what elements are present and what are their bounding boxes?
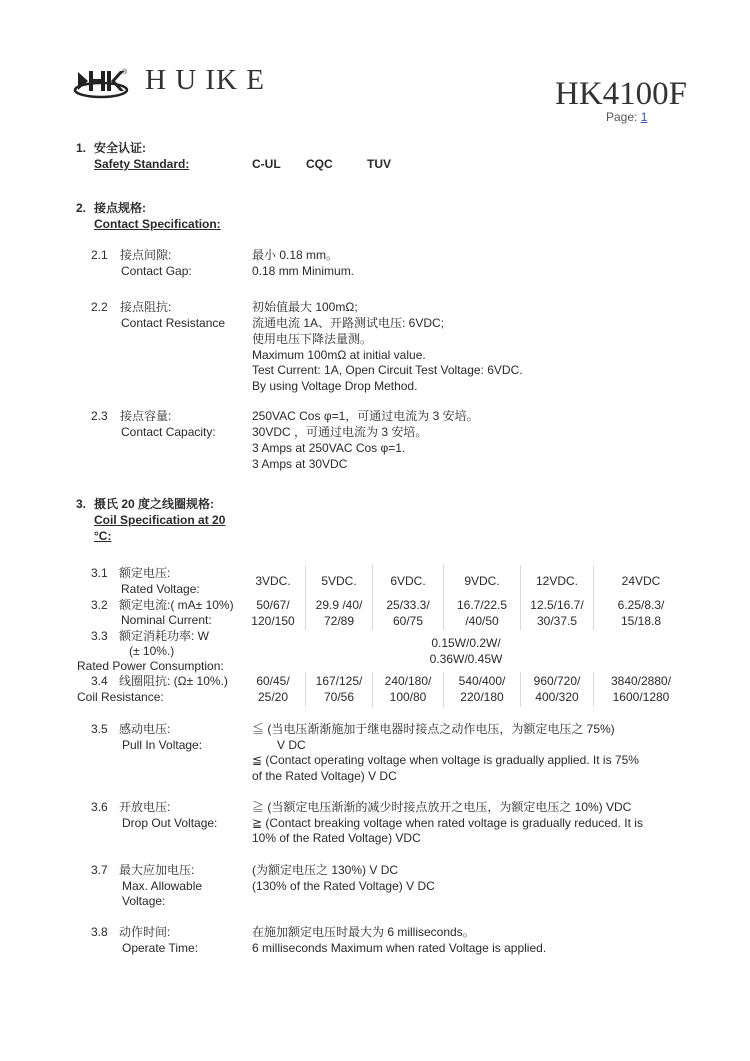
cell-line: 25/33.3/	[386, 598, 430, 612]
item-3-7-en: Max. Allowable	[122, 879, 203, 893]
rated-voltage-cell: 12VDC.	[535, 574, 579, 588]
item-3-7-line: (为额定电压之 130%) V DC	[252, 863, 399, 877]
row-3-3-tolerance: (± 10%.)	[129, 644, 175, 658]
item-3-8-line: 在施加额定电压时最大为 6 milliseconds。	[252, 925, 475, 939]
rated-voltage-cell: 24VDC	[621, 574, 661, 588]
item-3-5-cn: 感动电压:	[119, 722, 171, 736]
item-2-2-number: 2.2	[91, 300, 108, 314]
cell-line: 16.7/22.5	[456, 598, 508, 612]
item-2-1-en: Contact Gap:	[121, 264, 192, 278]
item-3-8-line: 6 milliseconds Maximum when rated Voltage is applied.	[252, 941, 547, 955]
item-3-5-number: 3.5	[91, 722, 108, 736]
page-label: Page:	[606, 110, 638, 124]
item-2-1-cn: 接点间隙:	[120, 248, 172, 262]
rated-voltage-cell: 5VDC.	[321, 574, 357, 588]
section-2-number: 2.	[76, 201, 87, 215]
cert-tuv: TUV	[367, 157, 391, 171]
item-3-7-line: (130% of the Rated Voltage) V DC	[252, 879, 435, 893]
cell-line: 540/400/	[458, 674, 506, 688]
cell-line: 50/67/	[256, 598, 290, 612]
cell-line: 29.9 /40/	[315, 598, 363, 612]
cell-line: 167/125/	[315, 674, 363, 688]
item-3-8-cn: 动作时间:	[119, 925, 171, 939]
cell-line: 25/20	[257, 689, 289, 704]
item-2-2-line: By using Voltage Drop Method.	[252, 379, 418, 393]
item-2-2-line: 使用电压下降法量测。	[252, 332, 373, 346]
cell-line: 120/150	[251, 613, 295, 628]
cell-line: 400/320	[535, 689, 579, 704]
nominal-current-cell	[308, 598, 370, 629]
section-1-title-en: Safety Standard:	[94, 157, 190, 171]
item-2-3-line: 3 Amps at 30VDC	[252, 457, 348, 471]
nominal-current-cell	[374, 598, 442, 629]
coil-resistance-cell	[445, 674, 519, 705]
item-2-2-line: 流通电流 1A、开路测试电压: 6VDC;	[252, 316, 445, 330]
row-3-1-en: Rated Voltage:	[121, 582, 200, 596]
item-2-2-en: Contact Resistance	[121, 316, 226, 330]
cell-line: 60/75	[392, 613, 424, 628]
row-3-3-en: Rated Power Consumption:	[77, 659, 224, 673]
row-3-4-en: Coil Resistance:	[77, 690, 164, 704]
cell-line: /40/50	[465, 613, 499, 628]
item-2-3-cn: 接点容量:	[120, 409, 172, 423]
section-2-title-en: Contact Specification:	[94, 217, 221, 231]
section-1-title-cn: 安全认证:	[94, 141, 146, 155]
cell-line: 70/56	[323, 689, 355, 704]
item-3-5-line: ≦ (Contact operating voltage when voltage is gradually applied. It is 75%	[252, 753, 639, 767]
logo	[72, 66, 130, 107]
cell-line: 30/37.5	[536, 613, 578, 628]
row-3-4-number: 3.4	[91, 674, 108, 688]
page-number-link[interactable]: 1	[640, 110, 648, 124]
cell-line: 12.5/16.7/	[530, 598, 584, 612]
coil-resistance-cell	[308, 674, 370, 705]
item-3-8-en: Operate Time:	[122, 941, 199, 955]
item-3-6-line: ≧ (Contact breaking voltage when rated voltage is gradually reduced. It is	[252, 816, 643, 830]
coil-resistance-cell	[522, 674, 592, 705]
item-3-5-line: ≦ (当电压渐渐施加于继电器时接点之动作电压，为额定电压之 75%)	[252, 722, 615, 736]
nominal-current-cell	[243, 598, 303, 629]
nominal-current-cell	[522, 598, 592, 629]
row-3-1-cn: 额定电压:	[119, 566, 171, 580]
svg-text:®: ®	[122, 69, 128, 76]
item-3-5-line: V DC	[277, 738, 306, 752]
cell-line: 1600/1280	[612, 689, 670, 704]
row-3-2-en: Nominal Current:	[121, 613, 212, 627]
item-3-6-line: 10% of the Rated Voltage) VDC	[252, 831, 421, 845]
item-2-2-line: 初始值最大 100mΩ;	[252, 300, 358, 314]
cert-cul: C-UL	[252, 157, 281, 171]
rated-voltage-cell: 6VDC.	[390, 574, 426, 588]
item-2-2-cn: 接点阻抗:	[120, 300, 172, 314]
item-3-7-cn: 最大应加电压:	[119, 863, 195, 877]
cell-line: 240/180/	[384, 674, 432, 688]
nominal-current-cell	[596, 598, 686, 629]
row-3-4-cn: 线圈阻抗: (Ω± 10%.)	[119, 674, 228, 688]
item-3-7-number: 3.7	[91, 863, 108, 877]
cell-line: 0.15W/0.2W/	[431, 636, 501, 650]
brand-name: H U IK E	[145, 64, 265, 96]
section-2-title-cn: 接点规格:	[94, 201, 146, 215]
rated-voltage-cell: 3VDC.	[255, 574, 291, 588]
power-consumption-value	[386, 636, 546, 667]
cell-line: 960/720/	[533, 674, 581, 688]
item-3-6-cn: 开放电压:	[119, 800, 171, 814]
item-2-3-line: 3 Amps at 250VAC Cos φ=1.	[252, 441, 406, 455]
cell-line: 60/45/	[256, 674, 290, 688]
row-3-3-number: 3.3	[91, 629, 108, 643]
item-3-5-en: Pull In Voltage:	[122, 738, 203, 752]
cell-line: 100/80	[389, 689, 427, 704]
row-3-3-cn: 额定消耗功率: W	[119, 629, 209, 643]
item-3-6-en: Drop Out Voltage:	[122, 816, 218, 830]
coil-resistance-cell	[596, 674, 686, 705]
item-3-7-en: Voltage:	[122, 894, 166, 908]
section-1-number: 1.	[76, 141, 87, 155]
row-3-1-number: 3.1	[91, 566, 108, 580]
model-number: HK4100F	[555, 76, 688, 112]
section-3-title-cn: 摄氏 20 度之线圈规格:	[94, 497, 215, 511]
cert-cqc: CQC	[306, 157, 333, 171]
item-3-5-line: of the Rated Voltage) V DC	[252, 769, 397, 783]
item-2-1-line: 最小 0.18 mm。	[252, 248, 339, 262]
item-2-3-line: 30VDC ，可通过电流为 3 安培。	[252, 425, 428, 439]
page-indicator	[606, 110, 647, 126]
row-3-2-number: 3.2	[91, 598, 108, 612]
cell-line: 220/180	[460, 689, 504, 704]
item-2-2-line: Maximum 100mΩ at initial value.	[252, 348, 426, 362]
coil-resistance-cell	[243, 674, 303, 705]
nominal-current-cell	[445, 598, 519, 629]
item-2-3-en: Contact Capacity:	[121, 425, 216, 439]
item-2-1-line: 0.18 mm Minimum.	[252, 264, 355, 278]
huike-logo-icon	[72, 66, 130, 102]
section-3-title-en: Coil Specification at 20	[94, 513, 226, 527]
coil-resistance-cell	[374, 674, 442, 705]
cell-line: 3840/2880/	[610, 674, 672, 688]
item-3-6-number: 3.6	[91, 800, 108, 814]
row-3-2-cn: 额定电流:( mA± 10%)	[119, 598, 234, 612]
rated-voltage-cell: 9VDC.	[464, 574, 500, 588]
cell-line: 15/18.8	[620, 613, 662, 628]
item-2-2-line: Test Current: 1A, Open Circuit Test Voltage: 6VDC.	[252, 363, 523, 377]
item-3-8-number: 3.8	[91, 925, 108, 939]
section-3-title-en-unit: °C:	[94, 529, 112, 543]
item-2-1-number: 2.1	[91, 248, 108, 262]
cell-line: 0.36W/0.45W	[429, 651, 503, 666]
item-2-3-number: 2.3	[91, 409, 108, 423]
item-3-6-line: ≧ (当额定电压渐渐的减少时接点放开之电压，为额定电压之 10%) VDC	[252, 800, 632, 814]
cell-line: 72/89	[323, 613, 355, 628]
cell-line: 6.25/8.3/	[617, 598, 665, 612]
section-3-number: 3.	[76, 497, 87, 511]
item-2-3-line: 250VAC Cos φ=1，可通过电流为 3 安培。	[252, 409, 479, 423]
